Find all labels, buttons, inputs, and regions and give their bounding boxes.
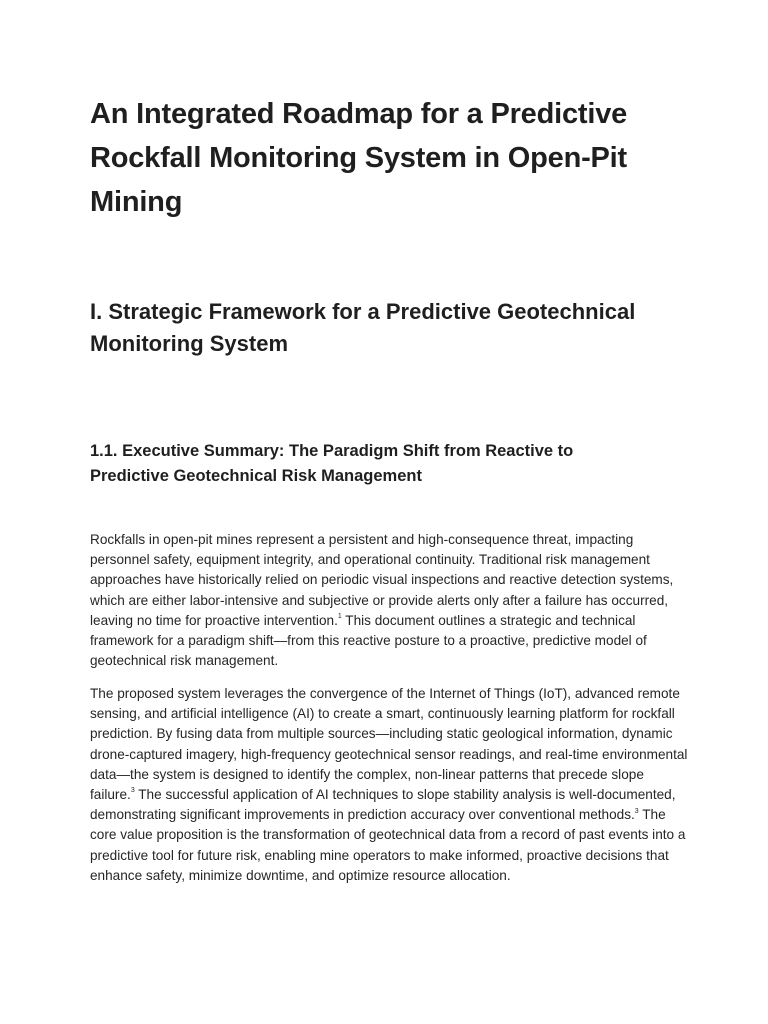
paragraph-1-text-b: This document outlines a strategic and technical framework for a paradigm shift—from this reactive posture to a proactive, predictive model of geotechnical risk management. <box>90 612 647 669</box>
section-heading: I. Strategic Framework for a Predictive Geotechnical Monitoring System <box>90 299 636 356</box>
paragraph-2-text-c: The core value proposition is the transformation of geotechnical data from a record of past events into a predictive tool for future risk, enabling mine operators to make informed, proactive decisions that enhance safety, minimize downtime, and optimize resource allocation. <box>90 807 686 883</box>
document-title: An Integrated Roadmap for a Predictive Rockfall Monitoring System in Open-Pit Mining <box>90 98 628 218</box>
paragraph-1-text-a: Rockfalls in open-pit mines represent a persistent and high-consequence threat, impacting personnel safety, equipment integrity, and operational continuity. Traditional risk management approaches have historically relied on periodic visual inspections and reactive detection systems, which are either labor-intensive and subjective or provide alerts only after a failure has occurred, leaving no time for proactive intervention. <box>90 532 674 628</box>
paragraph-2-text-a: The proposed system leverages the convergence of the Internet of Things (IoT), advanced remote sensing, and artificial intelligence (AI) to create a smart, continuously learning platform for rockfall prediction. By fusing data from multiple sources—including static geological information, dynamic drone-captured imagery, high-frequency geotechnical sensor readings, and real-time environmental data—the system is designed to identify the complex, non-linear patterns that precede slope failure. <box>90 686 688 803</box>
footnote-ref-3a[interactable]: 3 <box>130 787 135 795</box>
footnote-ref-1[interactable]: 1 <box>337 613 342 621</box>
paragraph-2-text-b: The successful application of AI techniques to slope stability analysis is well-documented, demonstrating significant improvements in prediction accuracy over conventional methods. <box>90 787 676 823</box>
body-paragraph-2 <box>90 684 690 886</box>
body-paragraph-1 <box>90 530 690 671</box>
subsection-heading: 1.1. Executive Summary: The Paradigm Shift from Reactive to Predictive Geotechnical Risk Management <box>90 442 574 485</box>
footnote-ref-3b[interactable]: 3 <box>634 807 639 815</box>
